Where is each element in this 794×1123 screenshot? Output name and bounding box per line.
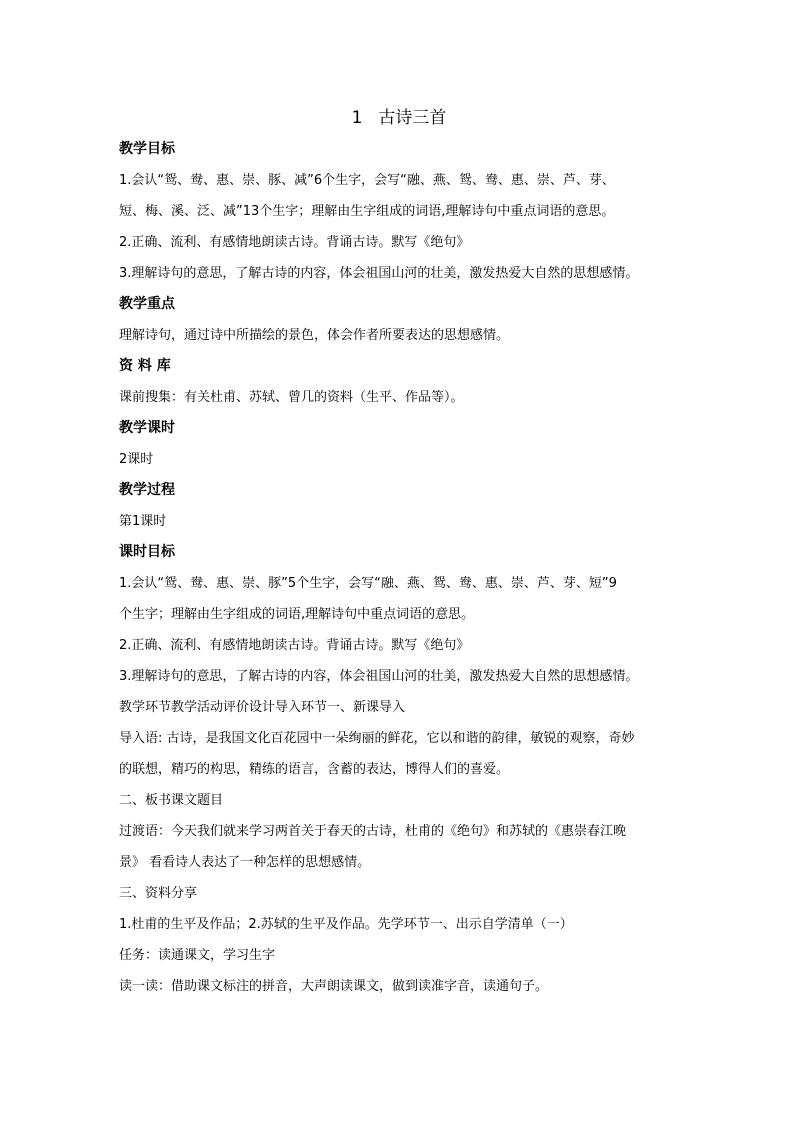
intro-line-2: 的联想，精巧的构思，精练的语言，含蓄的表达，博得人们的喜爱。: [119, 762, 510, 777]
read-text: 读一读：借助课文标注的拼音，大声朗读课文，做到读准字音，读通句子。: [119, 979, 549, 994]
document-title: [119, 105, 679, 131]
heading-teaching-focus: 教学重点: [119, 296, 175, 312]
heading-teaching-goals: 教学目标: [119, 141, 175, 157]
goal-3: 3.理解诗句的意思，了解古诗的内容，体会祖国山河的壮美，激发热爱大自然的思想感情。: [119, 266, 639, 281]
intro-line-1: 导入语: 古诗，是我国文化百花园中一朵绚丽的鲜花，它以和谐的韵律，敏锐的观察，奇妙: [119, 731, 635, 746]
goal-1-line-1: 1.会认“鸳、鸯、惠、崇、豚、减”6个生字，会写“融、燕、鸳、鸯、惠、崇、芦、芽、: [119, 173, 615, 188]
lesson-goal-2: 2.正确、流利、有感情地朗读古诗。背诵古诗。默写《绝句》: [119, 638, 470, 653]
heading-teaching-process: 教学过程: [119, 482, 175, 498]
lesson-goal-1-line-2: 个生字；理解由生字组成的词语,理解诗句中重点词语的意思。: [119, 607, 475, 622]
lesson-1-label: 第1课时: [119, 514, 167, 529]
class-hours-text: 2课时: [119, 452, 154, 467]
heading-class-hours: 教学课时: [119, 420, 175, 436]
lesson-goal-1-line-1: 1.会认“鸳、鸯、惠、崇、豚”5个生字，会写“融、燕、鸳、鸯、惠、崇、芦、芽、短”9: [119, 576, 617, 591]
lesson-goal-3: 3.理解诗句的意思，了解古诗的内容，体会祖国山河的壮美，激发热爱大自然的思想感情。: [119, 669, 639, 684]
heading-resource-library: 资 料 库: [119, 358, 171, 374]
table-header-text: 教学环节教学活动评价设计导入环节一、新课导入: [119, 700, 406, 715]
title-text: 古诗三首: [378, 108, 447, 128]
resource-text: 课前搜集：有关杜甫、苏轼、曾几的资料（生平、作品等）。: [119, 390, 464, 405]
heading-lesson-goals: 课时目标: [119, 544, 175, 560]
task-text: 任务：读通课文，学习生字: [119, 948, 276, 963]
document-page: [119, 105, 679, 1002]
section-3-title: 三、资料分享: [119, 886, 198, 901]
share-text: 1.杜甫的生平及作品；2.苏轼的生平及作品。先学环节一、出示自学清单（一）: [119, 917, 573, 932]
title-number: 1: [351, 108, 363, 128]
goal-2: 2.正确、流利、有感情地朗读古诗。背诵古诗。默写《绝句》: [119, 235, 470, 250]
focus-text: 理解诗句，通过诗中所描绘的景色，体会作者所要表达的思想感情。: [119, 328, 510, 343]
goal-1-line-2: 短、梅、溪、泛、减”13个生字；理解由生字组成的词语,理解诗句中重点词语的意思。: [119, 204, 615, 219]
transition-line-1: 过渡语：今天我们就来学习两首关于春天的古诗，杜甫的《绝句》和苏轼的《惠崇春江晚: [119, 824, 627, 839]
transition-line-2: 景》 看看诗人表达了一种怎样的思想感情。: [119, 855, 371, 870]
section-2-title: 二、板书课文题目: [119, 793, 224, 808]
